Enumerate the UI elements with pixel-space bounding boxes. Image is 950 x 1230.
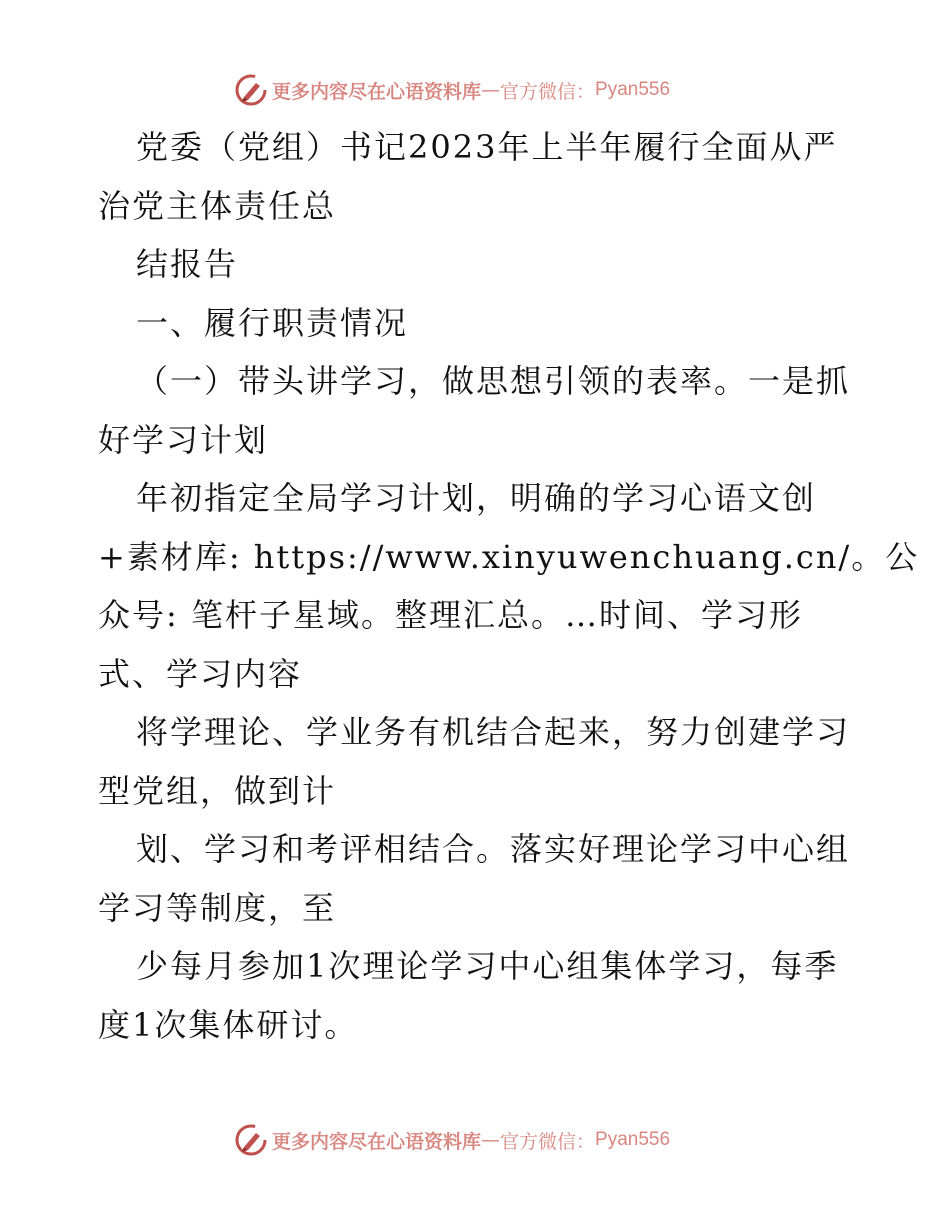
text-line: 少每月参加1次理论学习中心组集体学习，每季 bbox=[136, 947, 839, 985]
header-watermark bbox=[234, 72, 670, 108]
text-line: （一）带头讲学习，做思想引领的表率。一是抓 bbox=[136, 362, 851, 400]
text-line: 党委（党组）书记2023年上半年履行全面从严 bbox=[136, 128, 838, 166]
text-line: 度1次集体研讨。 bbox=[98, 1005, 359, 1044]
text-line: 结报告 bbox=[136, 245, 239, 283]
text-line: 年初指定全局学习计划，明确的学习心语文创 bbox=[136, 479, 817, 517]
text-line: 学习等制度，至 bbox=[98, 888, 337, 927]
document-body bbox=[98, 118, 920, 1054]
footer-watermark bbox=[234, 1122, 670, 1158]
banner-sub-text: 官方微信： bbox=[500, 80, 596, 103]
text-line: 将学理论、学业务有机结合起来，努力创建学习 bbox=[136, 713, 851, 751]
text-line: 式、学习内容 bbox=[98, 654, 303, 693]
text-line: 治党主体责任总 bbox=[98, 186, 337, 225]
text-line: 众号: 笔杆子星域。整理汇总。…时间、学习形 bbox=[98, 596, 803, 634]
banner-wechat-id: Pyan556 bbox=[595, 1129, 671, 1150]
section-heading: 一、履行职责情况 bbox=[136, 303, 409, 342]
banner-sub-text: 官方微信： bbox=[500, 1130, 596, 1153]
banner-separator: — bbox=[481, 79, 501, 101]
pen-logo-icon bbox=[234, 1123, 268, 1157]
pen-logo-icon bbox=[234, 73, 268, 107]
banner-main-text: 更多内容尽在心语资料库 bbox=[272, 1130, 482, 1153]
banner-separator: — bbox=[481, 1129, 501, 1151]
text-line: 划、学习和考评相结合。落实好理论学习中心组 bbox=[136, 830, 851, 868]
banner-wechat-id: Pyan556 bbox=[595, 79, 671, 100]
text-line: 好学习计划 bbox=[98, 420, 269, 459]
text-line: +素材库: https://www.xinyuwenchuang.cn/。公 bbox=[98, 537, 920, 576]
banner-main-text: 更多内容尽在心语资料库 bbox=[272, 80, 482, 103]
text-line: 型党组，做到计 bbox=[98, 771, 337, 810]
